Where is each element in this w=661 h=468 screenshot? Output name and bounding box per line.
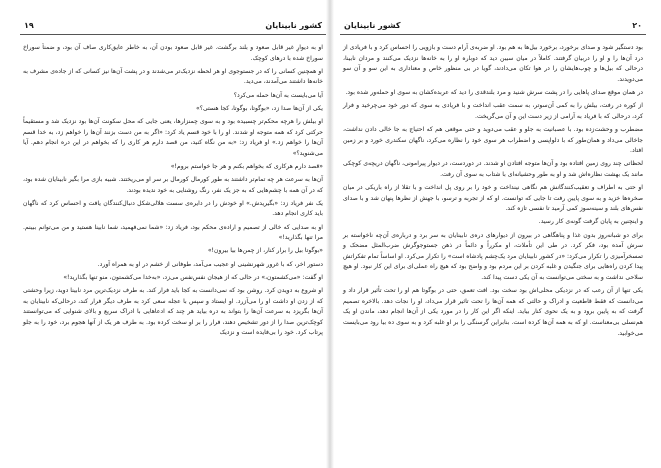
paragraph: او بیلش را هرچه محکم‌تر چسبیده بود و به سوی چمنزارها، یعنی جایی که محل سکونت آن‌ها بود نزدیک شد و مستقیماً حرکتی کرد که همه متوجه او شدند. او را با خود قسم یاد کرد: «اگر به من دست بزنند آن‌ها را خواهم زد، به خدا قسم آن‌ها را خواهم زد.» او فریاد زد: «به من نگاه کنید، من قصد دارم هر کاری را که بخواهم در این دره انجام دهم. آیا می‌شنوید؟»	[23, 117, 323, 157]
paragraph: یکی از آن‌ها صدا زد، «بوگوتا، بوگوتا، کجا هستی؟»	[196, 104, 323, 112]
book-gutter	[326, 0, 334, 468]
paragraph: او شروع به دویدن کرد. روشن بود که نمی‌دانست به کجا باید فرار کند. به طرف نزدیک‌ترین مرد نابینا دوید، زیرا وحشتی که از زدن او داشت او را می‌آزرد. او ایستاد و سپس با عجله سعی کرد به طرف دیگر فرار کند، درحالی‌که نابینایان به آن‌ها بگریزد به سرعت آن‌ها را بتواند به دره بیاید هر چند که ادعاهایی با ادراک سریع و بالای شنوایی که می‌توانستند کوچک‌ترین صدا را از دور تشخیص دهند، فرار را بر او سخت کرده بود. به طرف هر یک از آنها هجوم برد، خود را به جلو پرتاب کرد. خود را بی‌فایده است و نزدیک	[23, 287, 323, 337]
paragraph: او به صدایی که خالی از تصمیم و اراده‌ی محکم بود، فریاد زد: «شما نمی‌فهمید، شما نابینا هستید و من می‌توانم ببینم. مرا تنها بگذارید!»	[23, 223, 323, 242]
paragraph: او حتی به اطراف و تعقیب‌کنندگانش هم نگاهی نینداخت و خود را بر روی پل انداخت و با تقلا از راه باریکی در میان صخره‌ها خزید و به سوی پایین رفت تا جایی که توانست. او که از تجربه و ترسو، با جهش از نظرها پنهان شد و با صدای نفس‌های بلند و سینه‌سوز کمی آرمید تا نفسی تازه کند.	[343, 184, 643, 213]
right-page-number: ۲۰	[632, 21, 642, 30]
right-running-title: کشور نابینایان	[344, 21, 401, 30]
paragraph: «قصد دارم هرکاری که بخواهم بکنم و هر جا خواستم بروم!»	[170, 162, 323, 170]
paragraph: او گفت: «می‌کشمتون،» در حالی که از هیجان نفس‌نفس می‌زد، «به‌خدا می‌کشمتون، منو تنها بگذارید!»	[63, 273, 323, 281]
paragraph: او به دیوارِ غیر قابل صعود و بلند برگشت. غیر قابل صعود بودن آن، به خاطر عایق‌کاری صاف آن بود، و ضمناً سوراخ سوراخ شده با درهای کوچک.	[23, 44, 323, 62]
left-page-header	[20, 12, 326, 35]
left-page-number: ۱۹	[24, 21, 34, 30]
paragraph: مضطرب و وحشت‌زده بود. با عصبانیت به جلو و عقب می‌دوید و حتی موقعی هم که احتیاج به جا خالی دادن نداشت، جاخالی می‌داد و همان‌طور که با دلواپسی و اضطراب هر سوی خود را نظاره می‌کرد، ناگهان سکندری خورد و بر زمین افتاد.	[343, 125, 643, 155]
paragraph: لحظاتی چند روی زمین افتاده بود و آن‌ها متوجه افتادن او شدند. در دوردست، در دیوار پیرامونی، ناگهان دریچه‌ی کوچکی مانند یک بهشت نظاره‌اش شد و او به طور وحشیانه‌ای با شتاب به سوی آن رفت.	[343, 160, 643, 178]
paragraph: از کوره در رفت، بیلش را به کمی آن‌سوتر، به سمت عقب انداخت و با فریادی به سوی که دور خود می‌چرخید و فرار کرد، درحالی که با فریاد به آرامی از زیر دست این و آن می‌گریخت.	[343, 102, 643, 120]
paragraph: و اینچنین به پایان گرفت گونه‌ی کار رسید.	[538, 218, 643, 226]
paragraph: یک نفر فریاد زد: «بگیریدش.» او خودش را در دایره‌ی سست هلالی‌شکل دنبال‌کنندگان یافت و احساس کرد که ناگهان باید کاری انجام دهد.	[23, 199, 323, 218]
left-running-title: کشور نابینایان	[265, 21, 322, 30]
right-page-body	[340, 43, 646, 463]
left-page	[20, 0, 326, 468]
paragraph: یکی تنها از آن رعب که در نزدیکی محلی‌اش بود سخت بود. افت تعمق، حتی در بوگوتا هم او را تحت تأثیر قرار داد و می‌دانست که فقط قاطعیت و ادراک و حالتی که همه آن‌ها را تحت تاثیر قرار می‌داد، او را نجات دهد. بالاخره تصمیم گرفت که به پایین برود و به یک نحوی کنار بیاید. اینکه اگر این کار را در مورد یکی از آن‌ها انجام دهد، ماندن او یک هم‌نسلی بی‌معناست. او که به همه آن‌ها کرده است. بنابراین گرسنگی را بر او غلبه کرد و به سوی ده بیا رود می‌بایست می‌خوابید.	[343, 287, 643, 337]
right-page-header	[340, 12, 646, 35]
paragraph: «بوگوتا بیل را برار کنار، از چمن‌ها بیا بیرون!»	[207, 247, 323, 255]
left-page-body	[20, 43, 326, 463]
paragraph: در همان موقع صدای پاهایی را در پشت سرش شنید و مرد بلندقدی را دید که عربده‌کشان به سوی او حمله‌ور شده بود.	[345, 88, 643, 96]
paragraph: آیا می‌بایست به آن‌ها حمله می‌کرد؟	[233, 91, 323, 99]
paragraph: او همچنین کسانی را که در جستوجوی او هر لحظه نزدیک‌تر می‌شدند و در پشت آن‌ها نیز کسانی که از جاده‌ی مشرف به خانه‌ها داشتند می‌آمدند، می‌دید.	[23, 67, 323, 86]
paragraph: آن‌ها به سرعت هر چه تمام‌تر داشتند به طور کورمال کورمال بر سر او می‌ریختند. شبیه بازی مرا بگیر نابینایان شده بود، که در آن همه با چشم‌هایی که به جز یک نفر، رنگ روشنایی به خود ندیده بودند.	[23, 176, 323, 194]
paragraph: بود دستگیر شود و صدای برخورد، برخورد بیل‌ها به هم بود. او ضربه‌ی آرام دست و بازویی را احساس کرد و با فریادی از درد آن‌ها را و او را دربیان گرفتند. کاملاً در میان سیبن دید که دوباره او را به خانه‌ها نزدیک می‌کنند و مردان نابینا، درحالی که بیل‌ها و چوب‌هایشان را در هوا تکان می‌دادند، گویا در بی منظور خاص و معناداری به این سو و آن سو می‌دویدند.	[343, 44, 643, 83]
paragraph: دستور اخر، که با غرور شهرنشینی او عجیب می‌آمد، طوفانی از خشم در او به همراه آورد.	[97, 260, 323, 268]
paragraph: برای دو شبانه‌روز بدون غذا و پناهگاهی در بیرون از دیوارهای دره‌ی نابینایان به سر برد و درباره‌ی آن‌چه ناخواسته بر سرش آمده بود، فکر کرد. در طی این تأملات، او مکرراً و دائماً در ذهن جستوجوگرش ضرب‌المثل مضحک و تمسخرآمیزی را تکرار می‌کرد: «در کشور نابینایان مرد یک‌چشم پادشاه است» را تکرار می‌کرد. او اساساً تمام تفکراتش پیدا کردن راه‌هایی برای جنگیدن و غلبه کردن بر این مردم بود و واضح بود که هیچ راه عملی‌ای برای این کار نبود. او هیچ سلاحی نداشت و به سختی می‌توانست به آن یکی دست پیدا کند.	[343, 231, 643, 282]
right-page	[340, 0, 646, 468]
